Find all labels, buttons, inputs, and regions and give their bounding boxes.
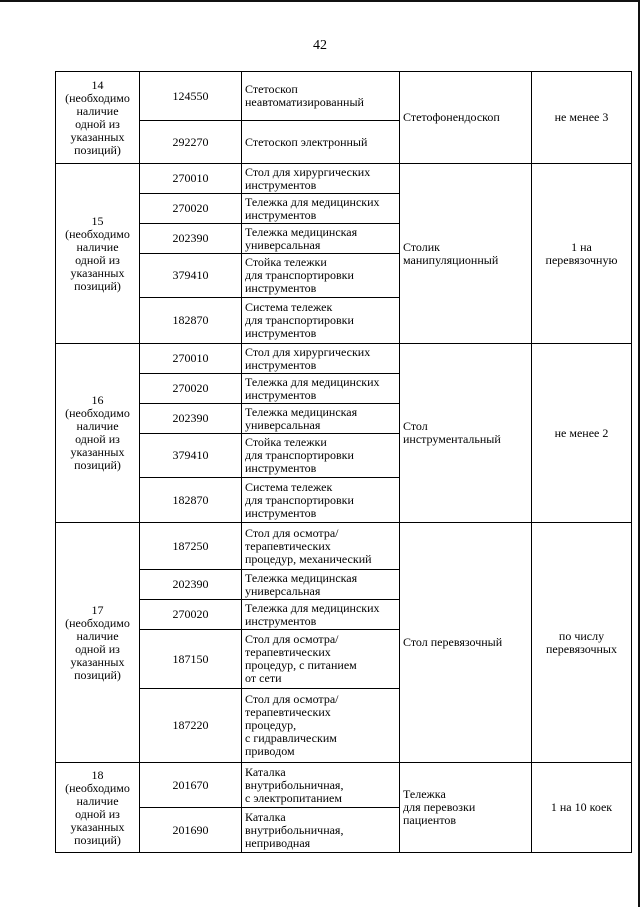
- table-row: [56, 72, 632, 121]
- description-cell: Стетоскоп неавтоматизированный: [242, 72, 400, 121]
- description-cell: Стетоскоп электронный: [242, 121, 400, 164]
- requirement-cell: не менее 2: [532, 344, 632, 523]
- code-cell: 182870: [140, 478, 242, 523]
- code-cell: 379410: [140, 434, 242, 478]
- name-cell: Стол перевязочный: [400, 523, 532, 763]
- code-cell: 379410: [140, 254, 242, 298]
- table-row: [56, 164, 632, 194]
- code-cell: 270020: [140, 600, 242, 630]
- requirement-cell: по числу перевязочных: [532, 523, 632, 763]
- position-cell: 16 (необходимо наличие одной из указанных позиций): [56, 344, 140, 523]
- position-cell: 14 (необходимо наличие одной из указанных позиций): [56, 72, 140, 164]
- table-row: [56, 344, 632, 374]
- description-cell: Тележка медицинская универсальная: [242, 570, 400, 600]
- code-cell: 202390: [140, 224, 242, 254]
- table-row: [56, 763, 632, 808]
- description-cell: Система тележек для транспортировки инструментов: [242, 298, 400, 344]
- scan-edge-top: [0, 0, 640, 2]
- description-cell: Стол для осмотра/ терапевтических процедур, механический: [242, 523, 400, 570]
- description-cell: Стойка тележки для транспортировки инструментов: [242, 254, 400, 298]
- code-cell: 202390: [140, 570, 242, 600]
- code-cell: 187250: [140, 523, 242, 570]
- description-cell: Стол для хирургических инструментов: [242, 344, 400, 374]
- equipment-table: [55, 71, 632, 853]
- code-cell: 124550: [140, 72, 242, 121]
- description-cell: Система тележек для транспортировки инструментов: [242, 478, 400, 523]
- code-cell: 270010: [140, 344, 242, 374]
- description-cell: Тележка для медицинских инструментов: [242, 374, 400, 404]
- description-cell: Стол для осмотра/ терапевтических процедур, с питанием от сети: [242, 630, 400, 689]
- code-cell: 201670: [140, 763, 242, 808]
- requirement-cell: не менее 3: [532, 72, 632, 164]
- code-cell: 292270: [140, 121, 242, 164]
- position-cell: 17 (необходимо наличие одной из указанных позиций): [56, 523, 140, 763]
- code-cell: 187150: [140, 630, 242, 689]
- code-cell: 270020: [140, 194, 242, 224]
- description-cell: Стол для хирургических инструментов: [242, 164, 400, 194]
- name-cell: Столик манипуляционный: [400, 164, 532, 344]
- requirement-cell: 1 на перевязочную: [532, 164, 632, 344]
- code-cell: 270020: [140, 374, 242, 404]
- code-cell: 201690: [140, 808, 242, 853]
- description-cell: Стол для осмотра/ терапевтических процедур, с гидравлическим приводом: [242, 689, 400, 763]
- code-cell: 202390: [140, 404, 242, 434]
- name-cell: Тележка для перевозки пациентов: [400, 763, 532, 853]
- code-cell: 270010: [140, 164, 242, 194]
- description-cell: Стойка тележки для транспортировки инструментов: [242, 434, 400, 478]
- description-cell: Тележка для медицинских инструментов: [242, 194, 400, 224]
- name-cell: Стол инструментальный: [400, 344, 532, 523]
- code-cell: 182870: [140, 298, 242, 344]
- description-cell: Тележка для медицинских инструментов: [242, 600, 400, 630]
- position-cell: 18 (необходимо наличие одной из указанных позиций): [56, 763, 140, 853]
- page-number: 42: [313, 38, 327, 53]
- requirement-cell: 1 на 10 коек: [532, 763, 632, 853]
- description-cell: Каталка внутрибольничная, с электропитанием: [242, 763, 400, 808]
- table-row: [56, 523, 632, 570]
- position-cell: 15 (необходимо наличие одной из указанных позиций): [56, 164, 140, 344]
- name-cell: Стетофонендоскоп: [400, 72, 532, 164]
- code-cell: 187220: [140, 689, 242, 763]
- description-cell: Тележка медицинская универсальная: [242, 404, 400, 434]
- description-cell: Тележка медицинская универсальная: [242, 224, 400, 254]
- description-cell: Каталка внутрибольничная, неприводная: [242, 808, 400, 853]
